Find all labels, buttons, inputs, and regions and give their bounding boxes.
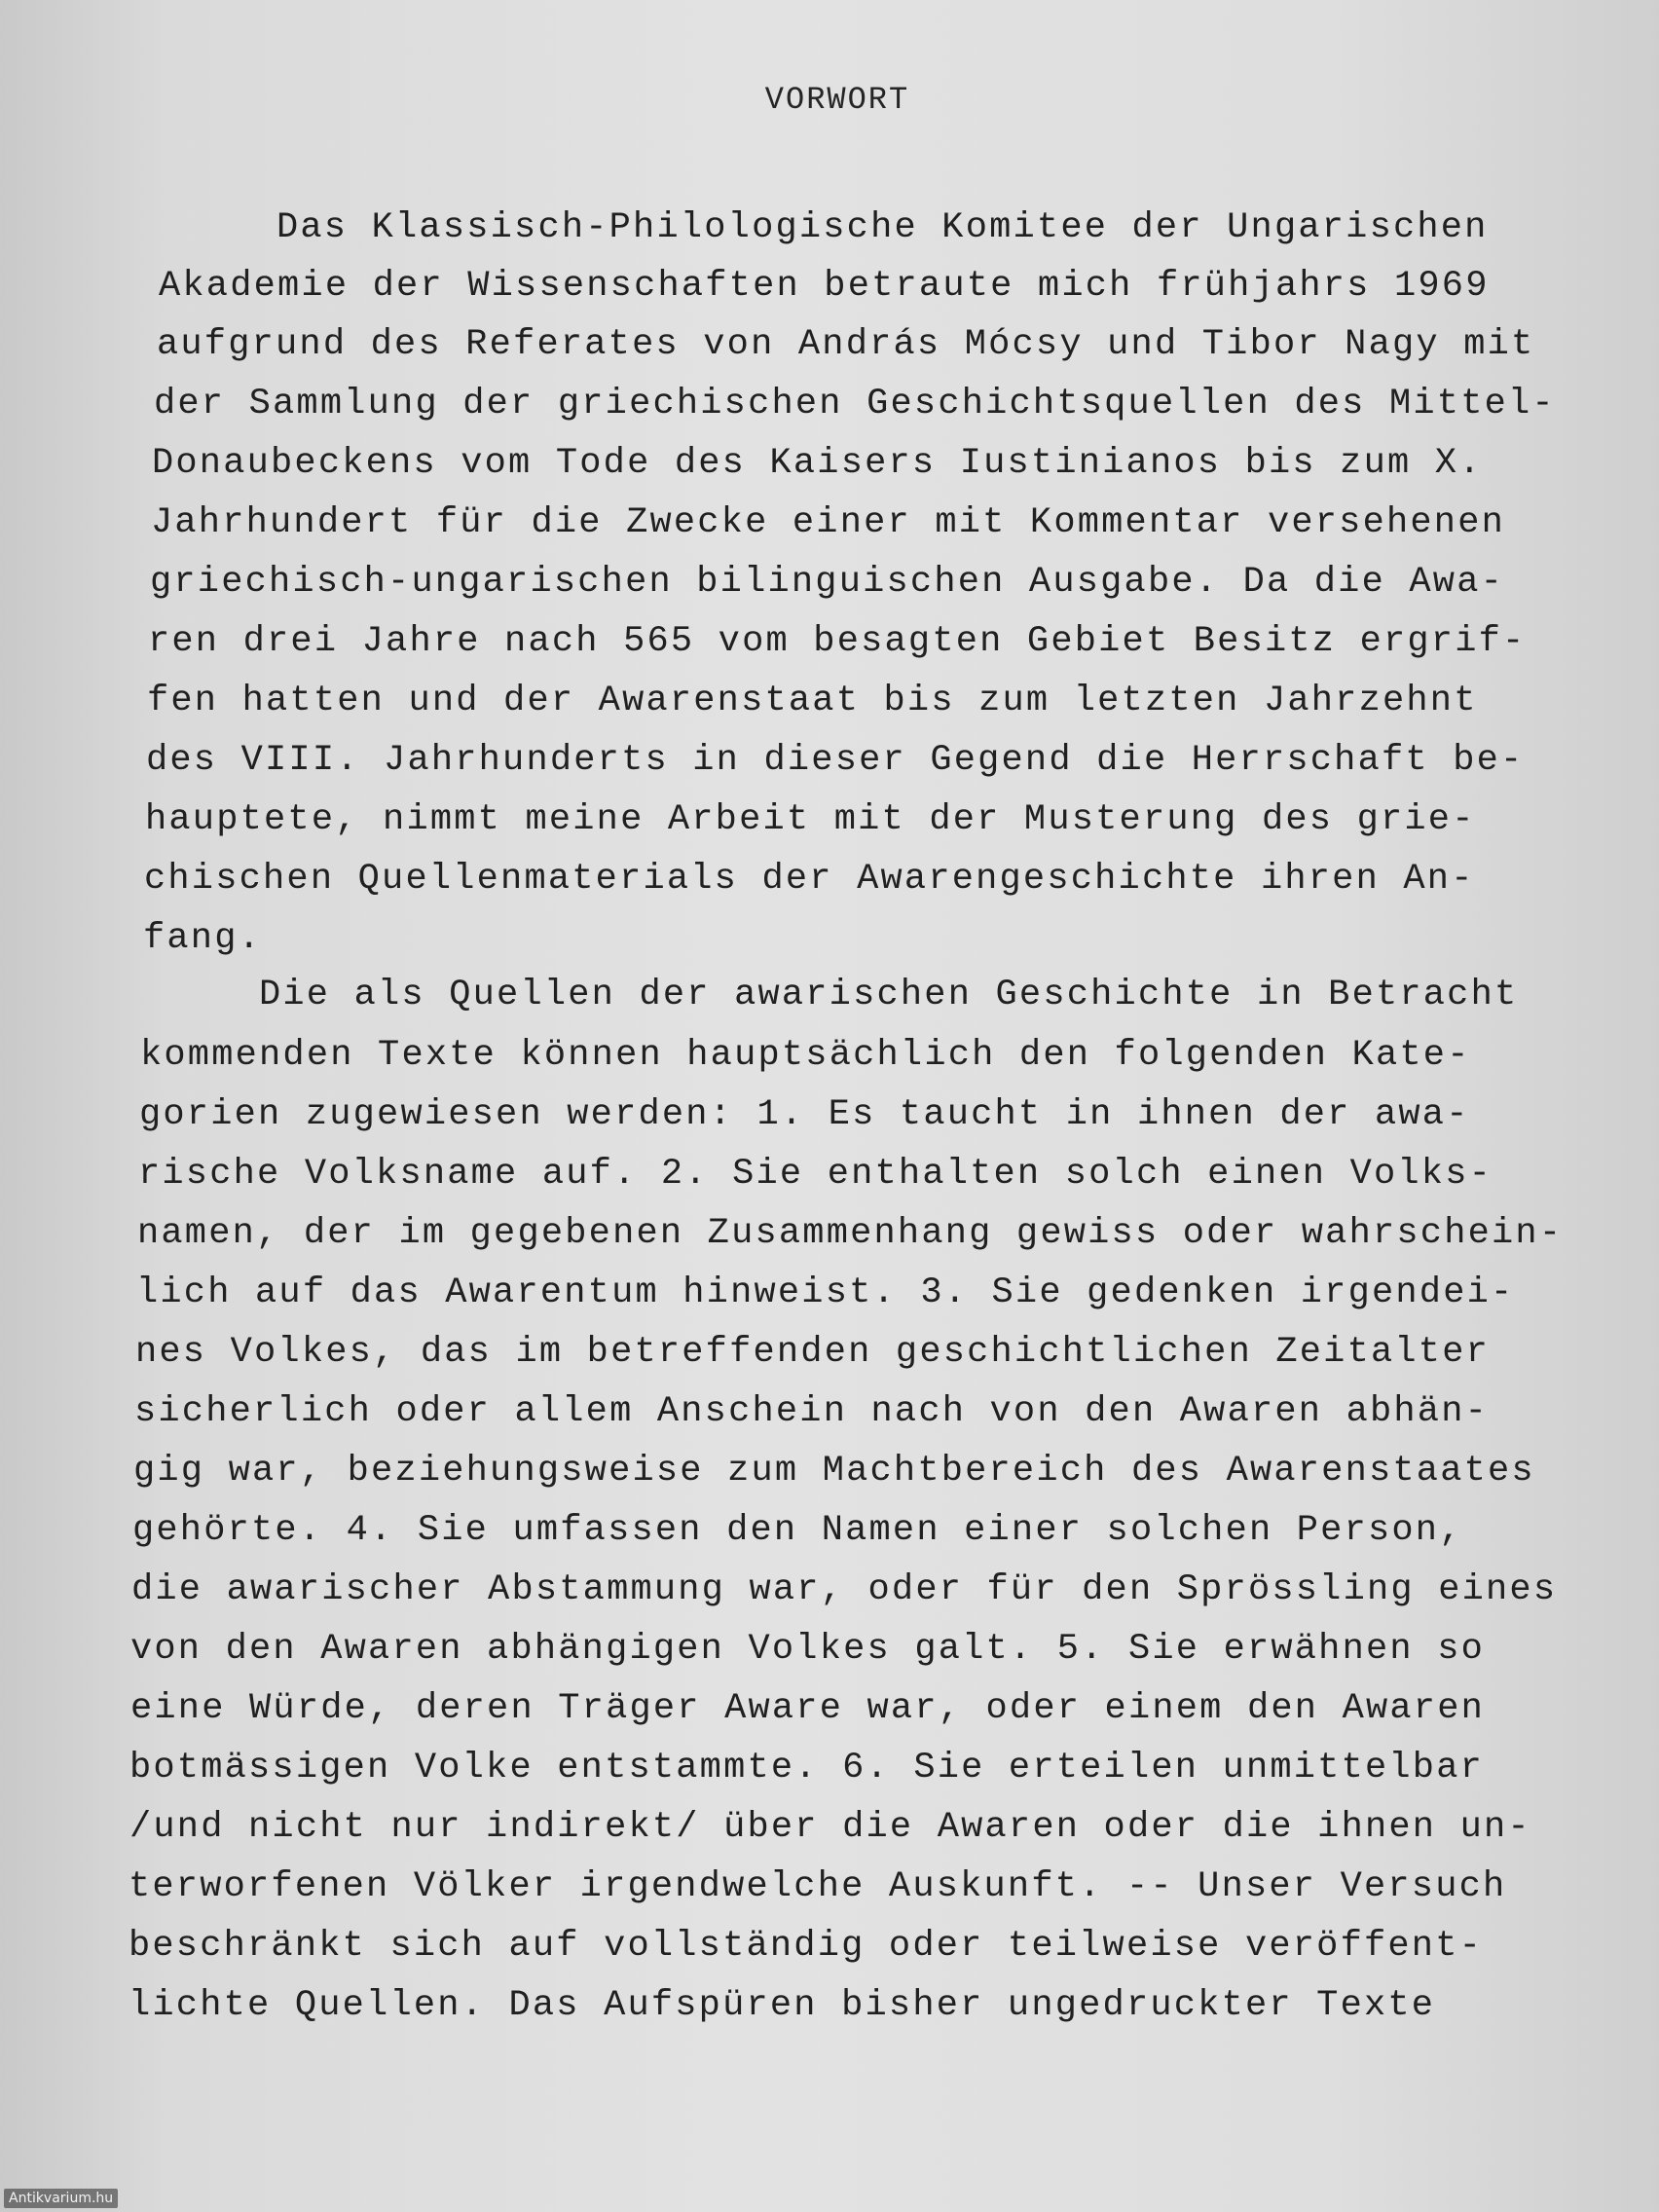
text-line: sicherlich oder allem Anschein nach von den Awaren abhän- <box>134 1391 1490 1432</box>
text-line: gehörte. 4. Sie umfassen den Namen einer solchen Person, <box>132 1510 1463 1551</box>
text-line: die awarischer Abstammung war, oder für den Sprössling eines <box>131 1569 1558 1610</box>
text-line: beschränkt sich auf vollständig oder teilweise veröffent- <box>129 1926 1484 1967</box>
text-line: fen hatten und der Awarenstaat bis zum letzten Jahrzehnt <box>147 681 1478 721</box>
page-title: VORWORT <box>764 82 910 118</box>
watermark-text: Antikvarium.hu <box>4 2189 118 2208</box>
text-line: chischen Quellenmaterials der Awarengeschichte ihren An- <box>144 859 1475 900</box>
text-line: lich auf das Awarentum hinweist. 3. Sie gedenken irgendei- <box>136 1272 1515 1313</box>
text-line: rische Volksname auf. 2. Sie enthalten solch einen Volks- <box>138 1154 1493 1195</box>
text-line: nes Volkes, das im betreffenden geschichtlichen Zeitalter <box>135 1332 1491 1373</box>
text-line: Das Klassisch-Philologische Komitee der Ungarischen <box>276 207 1489 248</box>
text-line: von den Awaren abhängigen Volkes galt. 5. Sie erwähnen so <box>130 1629 1486 1670</box>
text-line: namen, der im gegebenen Zusammenhang gewiss oder wahrschein- <box>137 1213 1564 1254</box>
text-line: Akademie der Wissenschaften betraute mich frühjahrs 1969 <box>159 266 1490 307</box>
text-line: lichte Quellen. Das Aufspüren bisher ungedruckter Texte <box>129 1985 1436 2026</box>
text-line: kommenden Texte können hauptsächlich den folgenden Kate- <box>140 1035 1471 1076</box>
text-line: ren drei Jahre nach 565 vom besagten Gebiet Besitz ergrif- <box>148 621 1527 662</box>
text-line: terworfenen Völker irgendwelche Auskunft. -- Unser Versuch <box>129 1866 1507 1907</box>
text-line: eine Würde, deren Träger Aware war, oder einem den Awaren <box>130 1688 1486 1729</box>
text-line: Jahrhundert für die Zwecke einer mit Kommentar versehenen <box>151 502 1506 543</box>
text-line: der Sammlung der griechischen Geschichtsquellen des Mittel- <box>154 384 1556 424</box>
text-line: gig war, beziehungsweise zum Machtbereich des Awarenstaates <box>133 1451 1535 1492</box>
text-line: aufgrund des Referates von András Mócsy und Tibor Nagy mit <box>157 324 1535 365</box>
text-line: Donaubeckens vom Tode des Kaisers Iustinianos bis zum X. <box>152 443 1483 484</box>
text-line: Die als Quellen der awarischen Geschichte in Betracht <box>259 975 1519 1015</box>
text-line: fang. <box>143 918 263 959</box>
text-line: hauptete, nimmt meine Arbeit mit der Musterung des grie- <box>145 799 1476 840</box>
text-line: botmässigen Volke entstammte. 6. Sie erteilen unmittelbar <box>129 1748 1485 1788</box>
text-line: gorien zugewiesen werden: 1. Es taucht in ihnen der awa- <box>139 1094 1470 1135</box>
text-line: /und nicht nur indirekt/ über die Awaren oder die ihnen un- <box>129 1807 1531 1848</box>
text-line: des VIII. Jahrhunderts in dieser Gegend die Herrschaft be- <box>146 740 1525 781</box>
text-line: griechisch-ungarischen bilinguischen Ausgabe. Da die Awa- <box>150 562 1505 603</box>
